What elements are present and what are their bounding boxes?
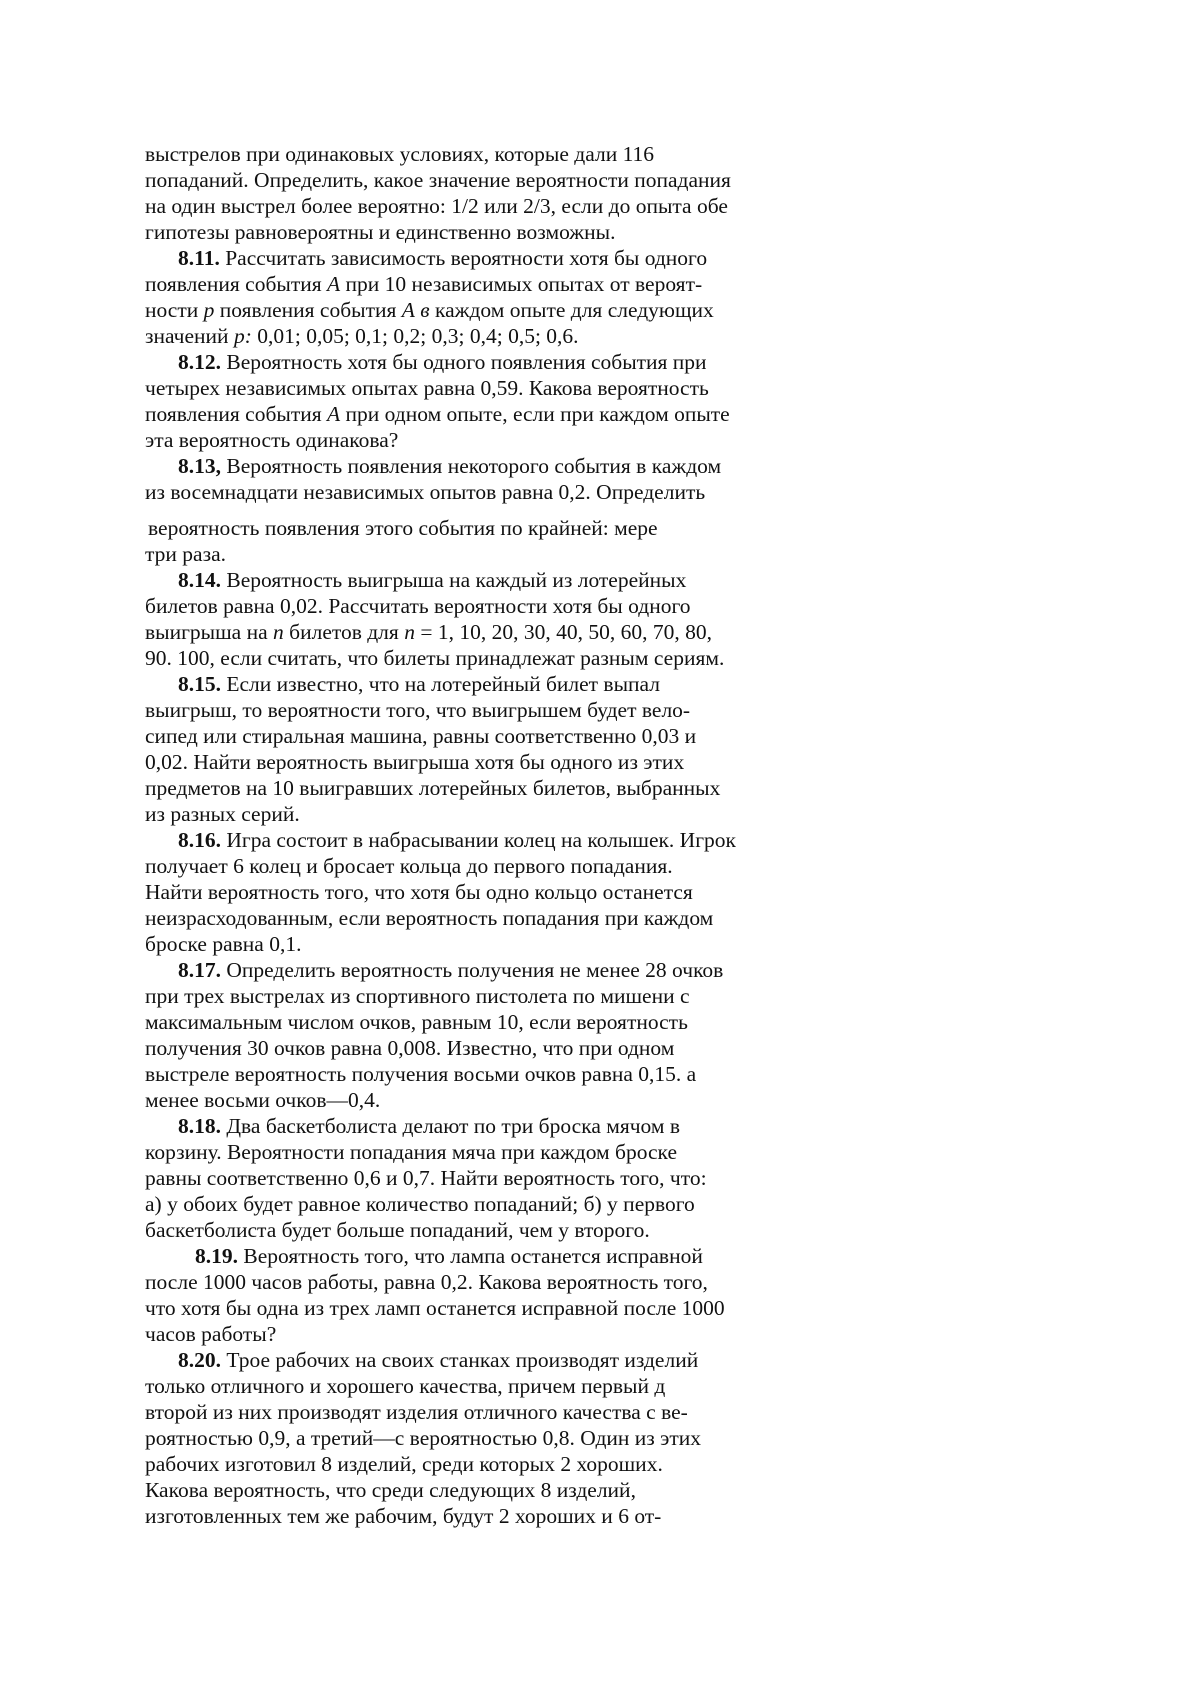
problem-number: 8.19. — [195, 1244, 238, 1268]
text-run: Найти вероятность того, что хотя бы одно кольцо останется — [145, 880, 693, 904]
text-run: билетов равна 0,02. Рассчитать вероятности хотя бы одного — [145, 594, 691, 618]
problem-number: 8.17. — [178, 958, 221, 982]
text-run: 90. 100, если считать, что билеты принадлежат разным сериям. — [145, 646, 725, 670]
text-block-top — [145, 141, 731, 505]
text-run: билетов для — [283, 620, 405, 644]
text-run: эта вероятность одинакова? — [145, 428, 399, 452]
text-line — [145, 1165, 736, 1191]
text-run: гипотезы равновероятны и единственно возможны. — [145, 220, 616, 244]
text-line — [145, 775, 736, 801]
math-symbol: р — [203, 298, 215, 322]
text-run: роятностью 0,9, а третий—с вероятностью 0,8. Один из этих — [145, 1426, 702, 1450]
text-run: предметов на 10 выигравших лотерейных билетов, выбранных — [145, 776, 721, 800]
text-run: второй из них производят изделия отличного качества с ве- — [145, 1400, 688, 1424]
text-line — [145, 801, 736, 827]
text-run: три раза. — [145, 542, 226, 566]
text-run: Два баскетболиста делают по три броска мячом в — [221, 1114, 681, 1138]
text-run: 0,01; 0,05; 0,1; 0,2; 0,3; 0,4; 0,5; 0,6. — [251, 324, 579, 348]
text-run: только отличного и хорошего качества, причем первый д — [145, 1374, 666, 1398]
text-run: Трое рабочих на своих станках производят изделий — [221, 1348, 699, 1372]
text-run: = 1, 10, 20, 30, 40, 50, 60, 70, 80, — [414, 620, 712, 644]
text-run: на один выстрел более вероятно: 1/2 или 2/3, если до опыта обе — [145, 194, 728, 218]
text-line — [145, 479, 731, 505]
text-run: ности — [145, 298, 204, 322]
problem-number: 8.15. — [178, 672, 221, 696]
text-run: Игра состоит в набрасывании колец на колышек. Игрок — [221, 828, 736, 852]
text-line — [145, 671, 736, 697]
text-line — [145, 957, 736, 983]
text-line — [145, 1295, 736, 1321]
text-line — [145, 167, 731, 193]
text-run: при одном опыте, если при каждом опыте — [340, 402, 730, 426]
text-run: попаданий. Определить, какое значение вероятности попадания — [145, 168, 731, 192]
text-line — [145, 271, 731, 297]
text-run: равны соответственно 0,6 и 0,7. Найти вероятность того, что: — [145, 1166, 707, 1190]
problem-number: 8.18. — [178, 1114, 221, 1138]
text-run: из восемнадцати независимых опытов равна 0,2. Определить — [145, 480, 706, 504]
text-line — [145, 1269, 736, 1295]
text-line — [145, 1035, 736, 1061]
text-run: сипед или стиральная машина, равны соответственно 0,03 и — [145, 724, 697, 748]
text-run: при трех выстрелах из спортивного пистолета по мишени с — [145, 984, 690, 1008]
problem-number: 8.14. — [178, 568, 221, 592]
problem-number: 8.20. — [178, 1348, 221, 1372]
text-run: броске равна 0,1. — [145, 932, 302, 956]
text-run: четырех независимых опытах равна 0,59. Какова вероятность — [145, 376, 709, 400]
text-run: Определить вероятность получения не менее 28 очков — [221, 958, 724, 982]
text-line — [145, 297, 731, 323]
math-symbol: п — [404, 620, 415, 644]
text-run: баскетболиста будет больше попаданий, чем у второго. — [145, 1218, 650, 1242]
text-line — [145, 593, 736, 619]
text-line — [145, 1087, 736, 1113]
text-line — [145, 1191, 736, 1217]
text-line — [145, 427, 731, 453]
problem-number: 8.13, — [178, 454, 221, 478]
text-run: появления события — [145, 272, 327, 296]
text-run: а) у обоих будет равное количество попаданий; б) у первого — [145, 1192, 695, 1216]
text-line — [145, 1321, 736, 1347]
text-run: что хотя бы одна из трех ламп останется исправной после 1000 — [145, 1296, 725, 1320]
text-line — [145, 453, 731, 479]
text-run: корзину. Вероятности попадания мяча при каждом броске — [145, 1140, 678, 1164]
text-line — [145, 141, 731, 167]
problem-number: 8.11. — [178, 246, 220, 270]
text-run: выигрыша на — [145, 620, 274, 644]
text-line — [145, 567, 736, 593]
text-run: появления события — [145, 402, 327, 426]
text-run: Если известно, что на лотерейный билет выпал — [221, 672, 660, 696]
text-run: изготовленных тем же рабочим, будут 2 хороших и 6 от- — [145, 1504, 662, 1528]
text-line — [145, 1113, 736, 1139]
text-line — [145, 245, 731, 271]
text-run: каждом опыте для следующих — [429, 298, 714, 322]
text-line — [145, 827, 736, 853]
text-run: после 1000 часов работы, равна 0,2. Какова вероятность того, — [145, 1270, 708, 1294]
text-run: максимальным числом очков, равным 10, если вероятность — [145, 1010, 688, 1034]
text-run: Вероятность хотя бы одного появления события при — [221, 350, 707, 374]
math-symbol: А в — [401, 298, 430, 322]
math-symbol: р: — [233, 324, 252, 348]
text-line — [145, 853, 736, 879]
text-line — [145, 375, 731, 401]
text-run: получения 30 очков равна 0,008. Известно, что при одном — [145, 1036, 675, 1060]
text-run: из разных серий. — [145, 802, 300, 826]
math-symbol: А — [327, 402, 341, 426]
text-line — [145, 1009, 736, 1035]
text-line — [145, 1061, 736, 1087]
text-run: Вероятность того, что лампа останется исправной — [238, 1244, 703, 1268]
text-run: 0,02. Найти вероятность выигрыша хотя бы одного из этих — [145, 750, 685, 774]
text-line — [145, 749, 736, 775]
text-line — [145, 983, 736, 1009]
text-run: часов работы? — [145, 1322, 277, 1346]
text-line — [145, 219, 731, 245]
text-run: вероятность появления этого события по крайней: мере — [148, 516, 658, 540]
text-line — [145, 515, 736, 541]
text-line — [145, 1425, 736, 1451]
text-line — [145, 349, 731, 375]
math-symbol: А — [327, 272, 341, 296]
text-line — [145, 1399, 736, 1425]
text-run: Какова вероятность, что среди следующих 8 изделий, — [145, 1478, 636, 1502]
text-line — [145, 1451, 736, 1477]
text-line — [145, 619, 736, 645]
text-line — [145, 541, 736, 567]
text-line — [145, 193, 731, 219]
text-run: менее восьми очков—0,4. — [145, 1088, 381, 1112]
text-run: значений — [145, 324, 234, 348]
text-line — [145, 1477, 736, 1503]
text-run: появления события — [214, 298, 402, 322]
math-symbol: п — [273, 620, 284, 644]
text-line — [145, 645, 736, 671]
text-line — [145, 323, 731, 349]
text-line — [145, 879, 736, 905]
text-run: при 10 независимых опытах от вероят- — [340, 272, 703, 296]
text-line — [145, 1217, 736, 1243]
text-line — [145, 1503, 736, 1529]
text-run: Рассчитать зависимость вероятности хотя бы одного — [219, 246, 708, 270]
text-line — [145, 723, 736, 749]
text-run: выстреле вероятность получения восьми очков равна 0,15. а — [145, 1062, 697, 1086]
text-line — [145, 697, 736, 723]
problem-number: 8.12. — [178, 350, 221, 374]
text-line — [145, 905, 736, 931]
text-line — [145, 1347, 736, 1373]
text-run: неизрасходованным, если вероятность попадания при каждом — [145, 906, 714, 930]
text-line — [145, 1373, 736, 1399]
text-line — [145, 931, 736, 957]
text-line — [145, 401, 731, 427]
text-line — [145, 1243, 736, 1269]
text-run: рабочих изготовил 8 изделий, среди которых 2 хороших. — [145, 1452, 663, 1476]
text-block-bottom — [145, 515, 736, 1529]
text-run: выигрыш, то вероятности того, что выигрышем будет вело- — [145, 698, 691, 722]
problem-number: 8.16. — [178, 828, 221, 852]
text-run: получает 6 колец и бросает кольца до первого попадания. — [145, 854, 673, 878]
text-line — [145, 1139, 736, 1165]
text-run: Вероятность появления некоторого события в каждом — [221, 454, 722, 478]
text-run: выстрелов при одинаковых условиях, которые дали 116 — [145, 142, 655, 166]
text-run: Вероятность выигрыша на каждый из лотерейных — [221, 568, 687, 592]
